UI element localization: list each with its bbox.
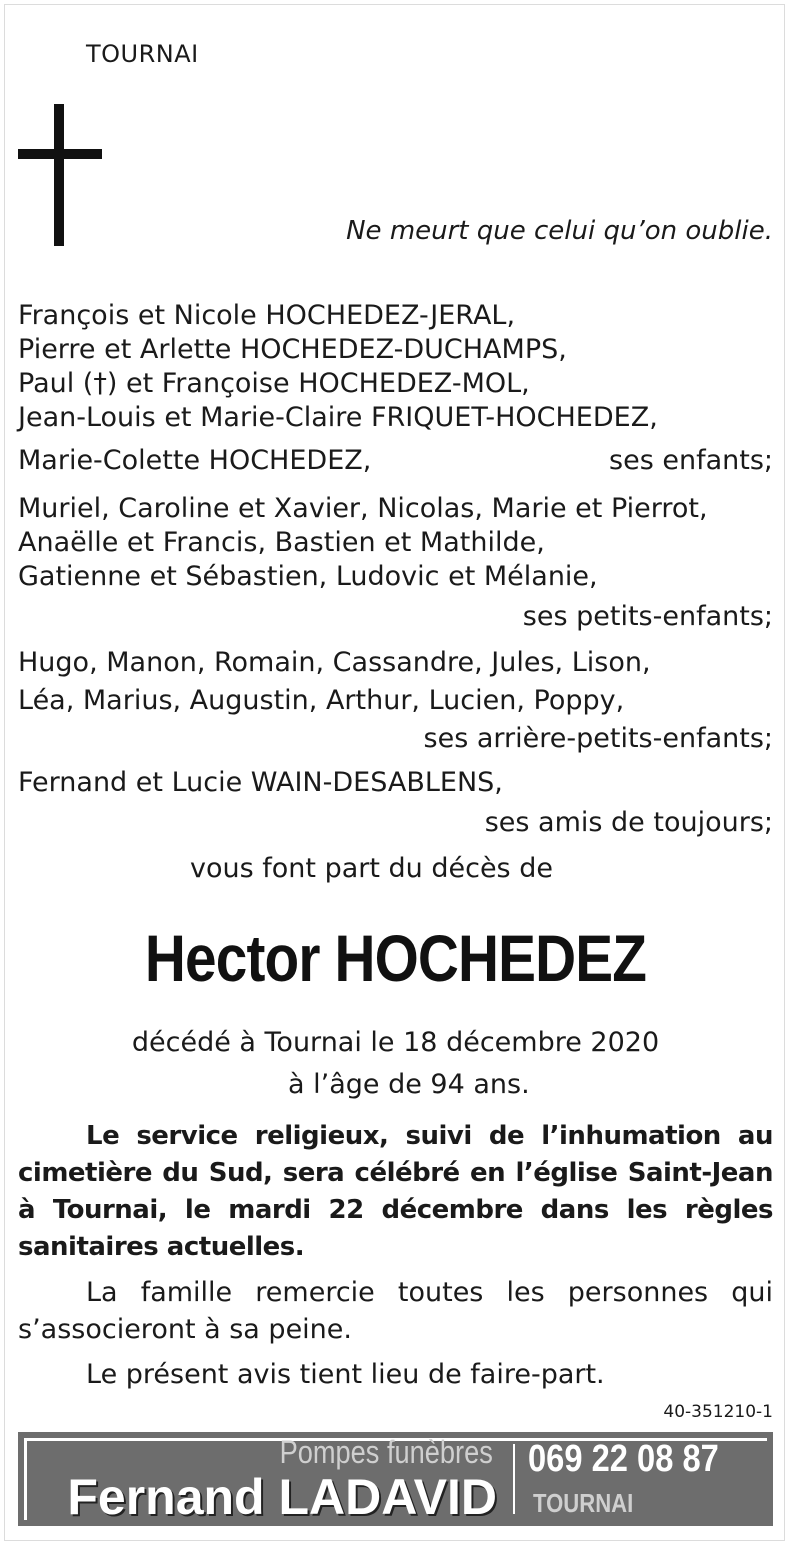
family-line: Gatienne et Sébastien, Ludovic et Mélanie,	[18, 561, 598, 592]
death-date: décédé à Tournai le 18 décembre 2020	[131, 1027, 660, 1058]
family-line: Pierre et Arlette HOCHEDEZ-DUCHAMPS,	[18, 334, 567, 365]
family-line: François et Nicole HOCHEDEZ-JERAL,	[18, 300, 516, 331]
family-line: Paul (†) et Françoise HOCHEDEZ-MOL,	[18, 368, 530, 399]
family-thanks: La famille remercie toutes les personnes qui s’associeront à sa peine.	[18, 1277, 773, 1345]
deceased-age: à l’âge de 94 ans.	[288, 1069, 530, 1100]
reference-number: 40-351210-1	[663, 1402, 773, 1422]
notice-text: Le présent avis tient lieu de faire-part.	[86, 1359, 605, 1390]
deceased-name: Hector HOCHEDEZ	[144, 921, 647, 995]
family-name: Marie-Colette HOCHEDEZ,	[18, 445, 372, 476]
announcement: vous font part du décès de	[190, 853, 553, 884]
funeral-home-city: TOURNAI	[533, 1488, 634, 1518]
family-line: Anaëlle et Francis, Bastien et Mathilde,	[18, 527, 545, 558]
family-line: Muriel, Caroline et Xavier, Nicolas, Marie et Pierrot,	[18, 493, 708, 524]
funeral-home-phone: 069 22 08 87	[528, 1438, 719, 1480]
cross-icon	[18, 104, 102, 246]
relation-label: ses petits-enfants;	[522, 601, 773, 632]
family-line: Jean-Louis et Marie-Claire FRIQUET-HOCHEDEZ,	[18, 402, 658, 433]
family-line: Hugo, Manon, Romain, Cassandre, Jules, Lison,	[18, 647, 651, 678]
relation-label: ses arrière-petits-enfants;	[423, 723, 773, 754]
service-details: Le service religieux, suivi de l’inhumation au cimetière du Sud, sera célébré en l’église Saint-Jean à Tournai, le mardi 22 décembre dans les règles sanitaires actuelles.	[18, 1121, 773, 1262]
funeral-home-name: Fernand LADAVID	[67, 1469, 497, 1525]
relation-label: ses amis de toujours;	[484, 807, 773, 838]
funeral-home-banner	[18, 1432, 773, 1526]
relation-label: ses enfants;	[609, 445, 773, 476]
city-heading: TOURNAI	[86, 40, 199, 68]
family-line: Léa, Marius, Augustin, Arthur, Lucien, Poppy,	[18, 685, 625, 716]
epitaph-quote: Ne meurt que celui qu’on oublie.	[346, 216, 773, 246]
family-line: Fernand et Lucie WAIN-DESABLENS,	[18, 767, 503, 798]
banner-divider	[513, 1444, 515, 1514]
family-line	[18, 444, 773, 478]
funeral-home-tagline: Pompes funèbres	[279, 1434, 493, 1470]
